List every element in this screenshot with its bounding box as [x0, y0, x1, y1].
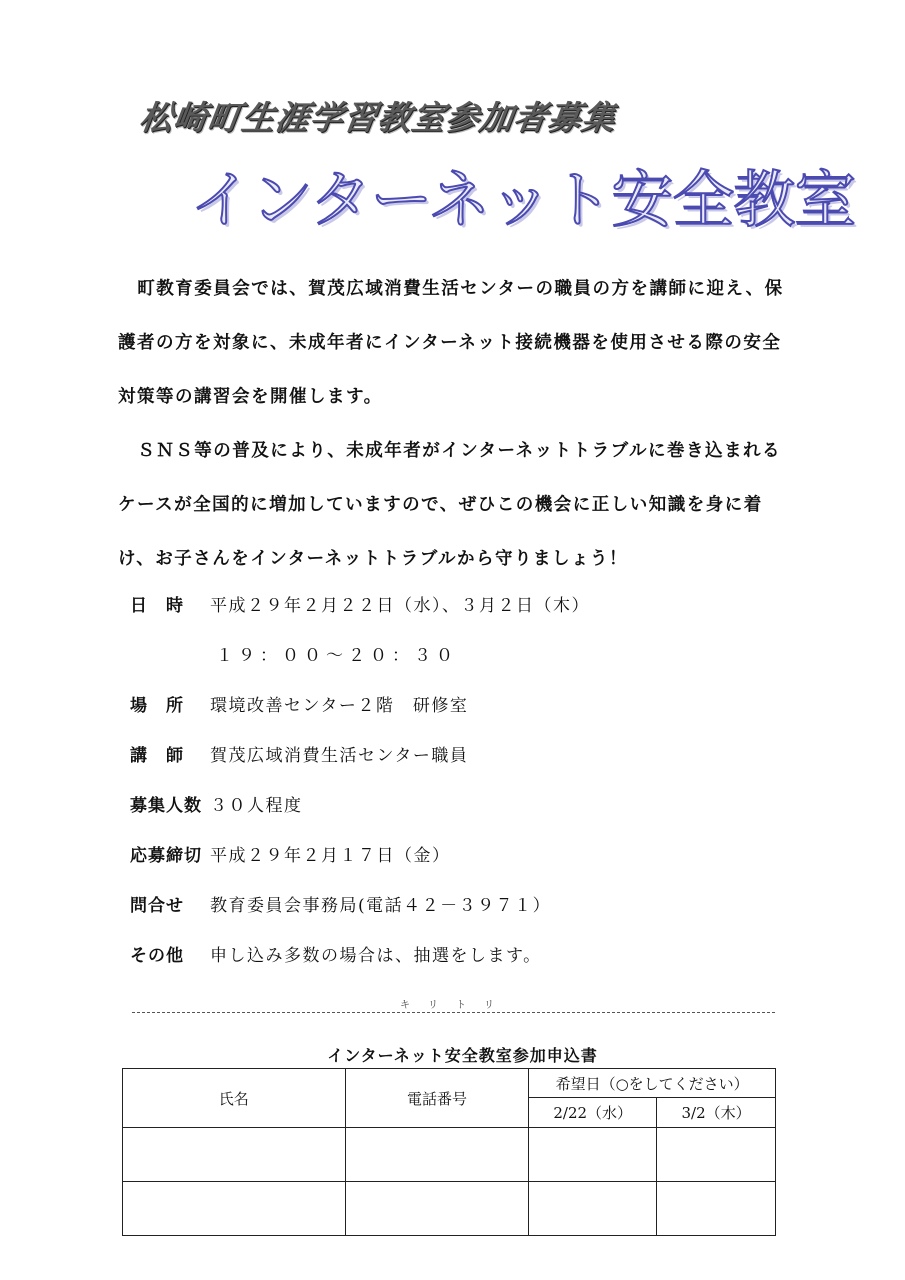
application-form-table: [122, 1068, 776, 1236]
info-label-place: 場 所: [130, 695, 184, 716]
form-cell-name[interactable]: [123, 1182, 346, 1236]
form-header-date-1: 2/22（水）: [529, 1098, 657, 1128]
form-cell-date-2[interactable]: [657, 1182, 776, 1236]
cut-line: [132, 1012, 775, 1013]
info-value-lecturer: 賀茂広域消費生活センター職員: [210, 745, 469, 766]
info-value-contact: 教育委員会事務局(電話４２－３９７１）: [210, 895, 552, 916]
info-label-deadline: 応募締切: [130, 845, 202, 866]
form-cell-date-2[interactable]: [657, 1128, 776, 1182]
form-title: インターネット安全教室参加申込書: [327, 1046, 598, 1065]
info-label-contact: 問合せ: [130, 895, 184, 916]
info-value-time: １９：００～２０：３０: [216, 645, 458, 666]
intro-text: [118, 262, 788, 586]
info-label-other: その他: [130, 945, 184, 966]
form-header-preferred-date: 希望日（○をしてください）: [529, 1069, 776, 1098]
form-header-date-2: 3/2（木）: [657, 1098, 776, 1128]
form-cell-phone[interactable]: [345, 1128, 529, 1182]
cut-line-label: キリトリ: [400, 1000, 512, 1011]
intro-paragraph-1: 町教育委員会では、賀茂広域消費生活センターの職員の方を講師に迎え、保護者の方を対象に、未成年者にインターネット接続機器を使用させる際の安全対策等の講習会を開催します。: [118, 279, 784, 407]
info-value-datetime: 平成２９年２月２２日（水）、３月２日（木）: [210, 595, 590, 616]
header-subtitle: 松崎町生涯学習教室参加者募集: [136, 98, 619, 137]
info-row-deadline: [130, 828, 810, 878]
info-label-datetime: 日 時: [130, 595, 184, 616]
info-row-lecturer: [130, 728, 810, 778]
form-cell-date-1[interactable]: [529, 1128, 657, 1182]
intro-paragraph-2: ＳＮＳ等の普及により、未成年者がインターネットトラブルに巻き込まれるケースが全国的に増加していますので、ぜひこの機会に正しい知識を身に着け、お子さんをインターネットトラブルから守りましょう！: [118, 441, 781, 569]
form-entry-row: [123, 1182, 776, 1236]
info-value-place: 環境改善センター２階 研修室: [210, 695, 469, 716]
form-cell-name[interactable]: [123, 1128, 346, 1182]
info-row-time: [130, 628, 810, 678]
form-entry-row: [123, 1128, 776, 1182]
info-row-contact: [130, 878, 810, 928]
event-info: [130, 578, 810, 978]
info-row-other: [130, 928, 810, 978]
info-label-capacity: 募集人数: [130, 795, 202, 816]
info-value-capacity: ３０人程度: [210, 795, 303, 816]
info-row-capacity: [130, 778, 810, 828]
info-value-other: 申し込み多数の場合は、抽選をします。: [210, 945, 542, 966]
info-label-lecturer: 講 師: [130, 745, 184, 766]
form-header-phone: 電話番号: [345, 1069, 529, 1128]
form-header-name: 氏名: [123, 1069, 346, 1128]
header-title: インターネット安全教室: [190, 163, 856, 236]
info-row-datetime: [130, 578, 810, 628]
info-row-place: [130, 678, 810, 728]
form-cell-date-1[interactable]: [529, 1182, 657, 1236]
info-value-deadline: 平成２９年２月１７日（金）: [210, 845, 451, 866]
form-cell-phone[interactable]: [345, 1182, 529, 1236]
